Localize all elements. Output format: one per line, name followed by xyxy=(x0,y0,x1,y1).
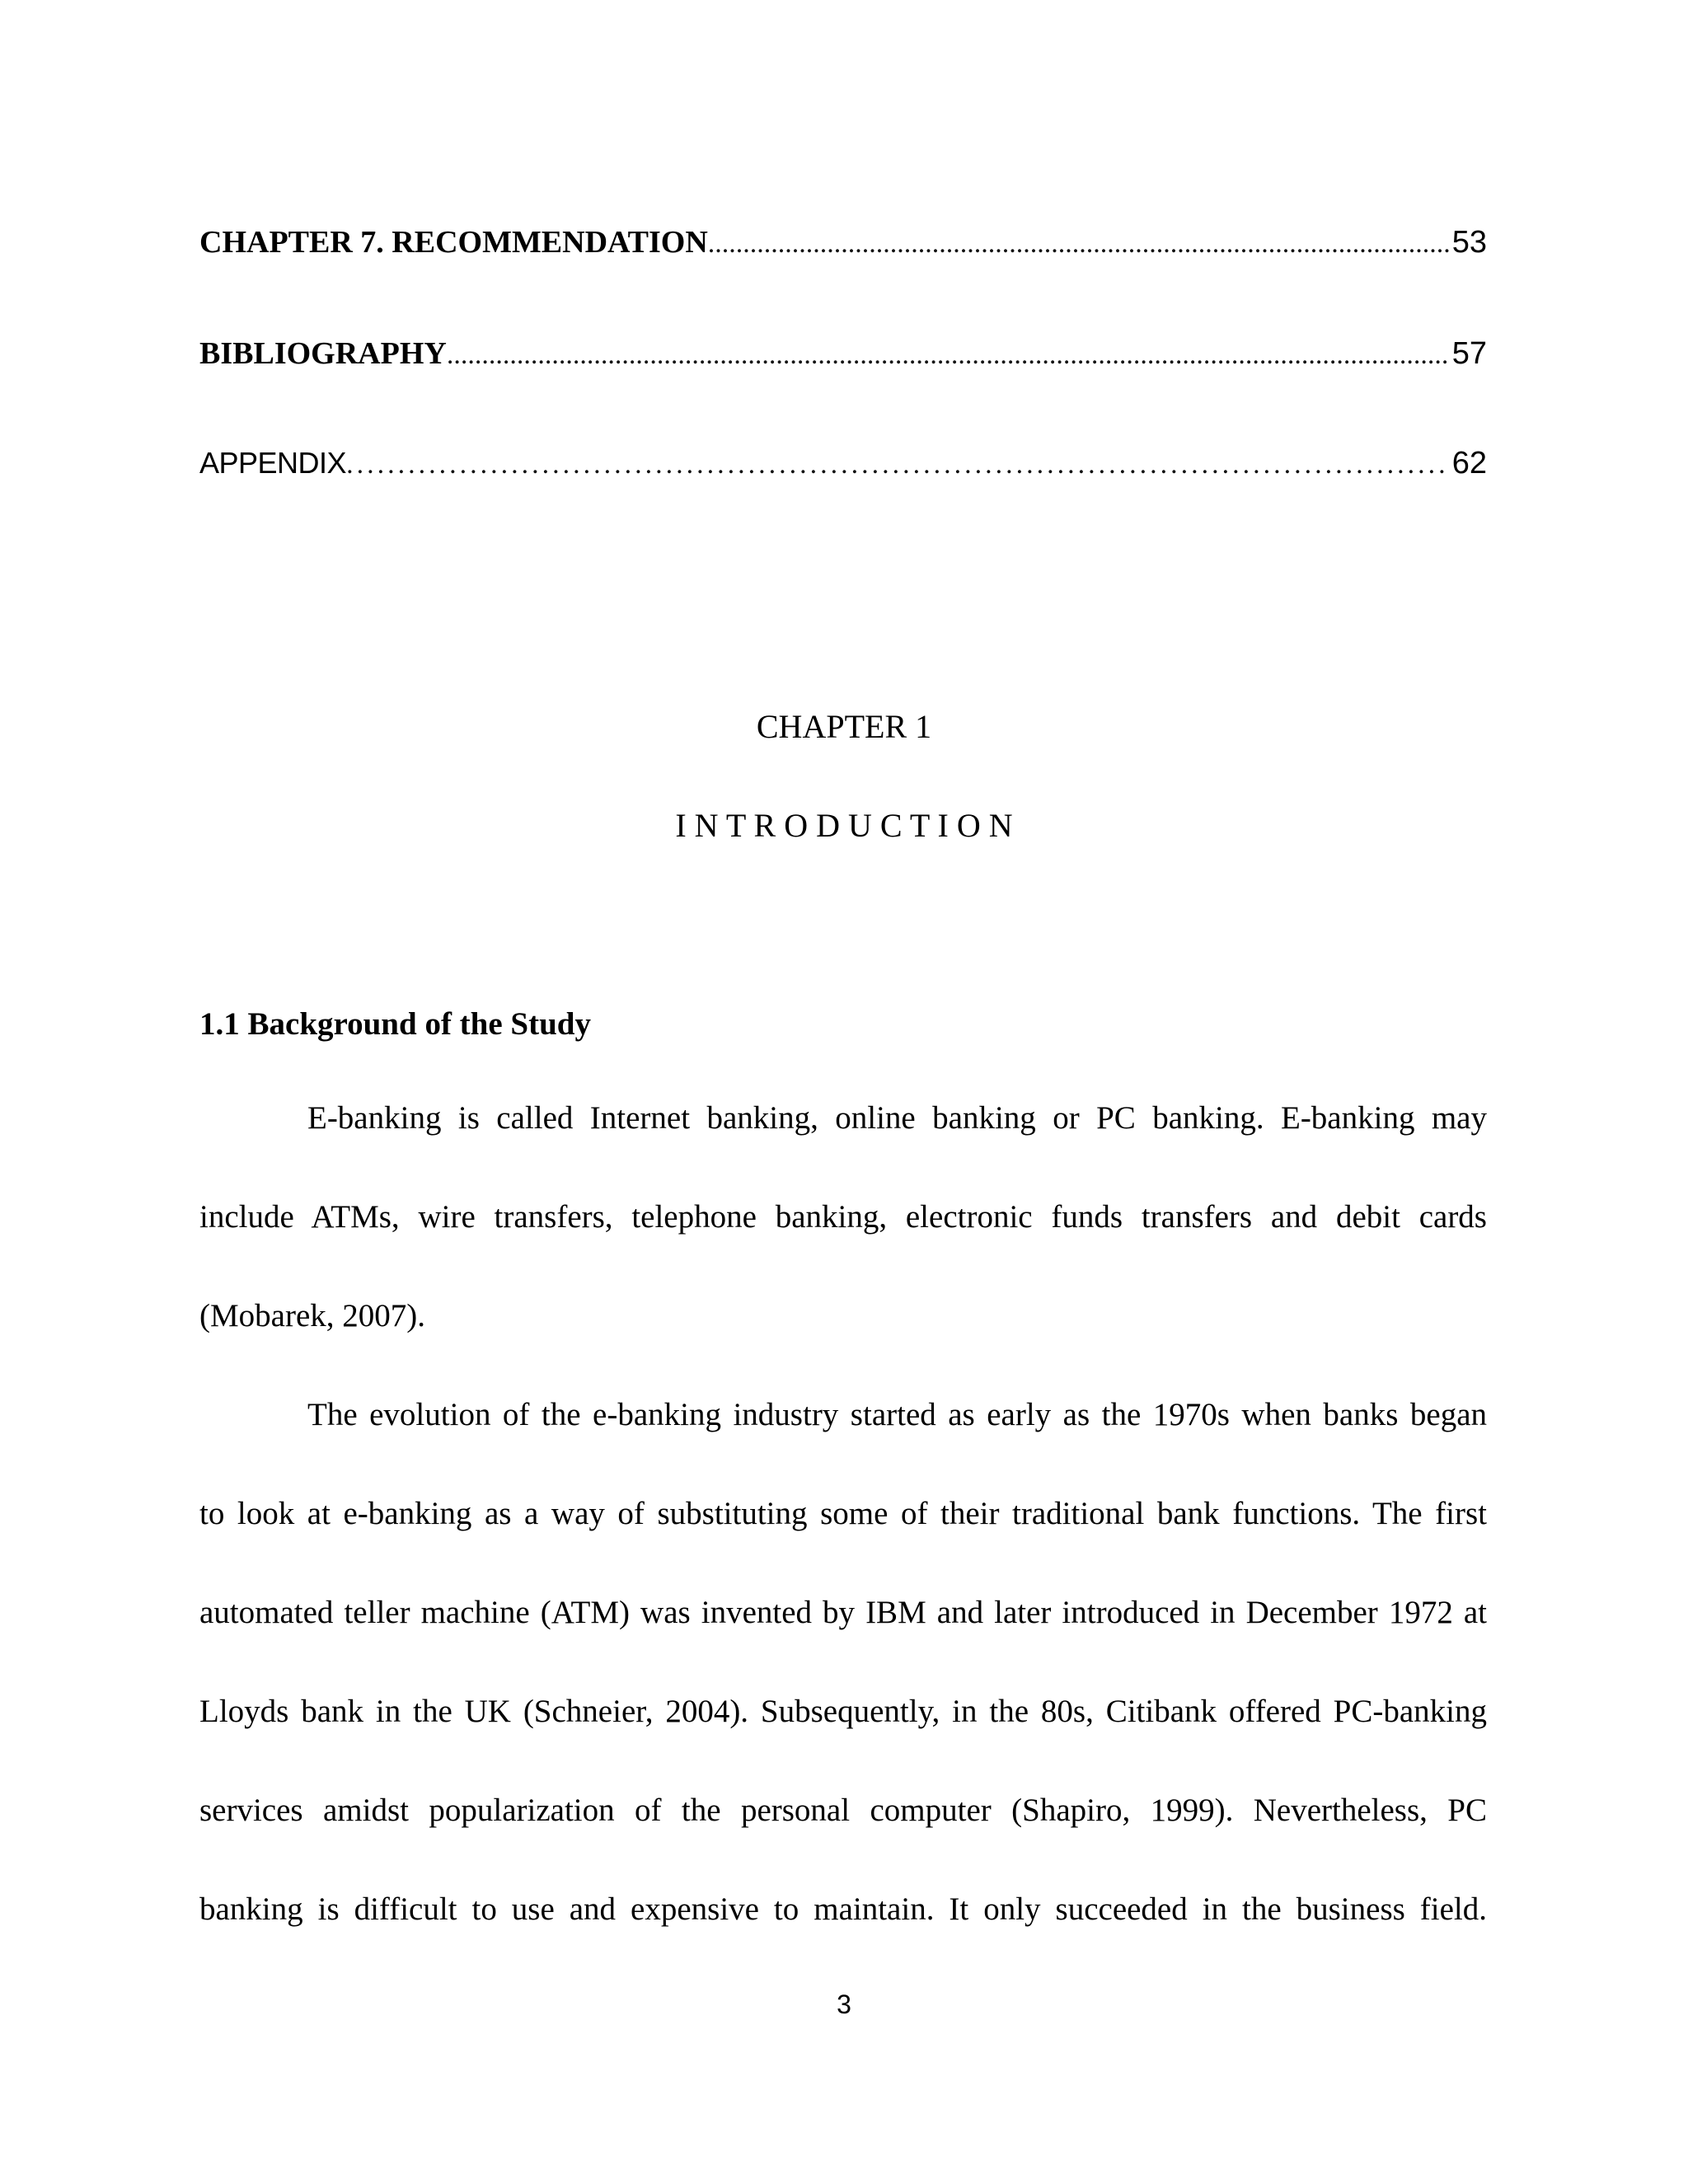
paragraph-line: (Mobarek, 2007). xyxy=(199,1298,426,1333)
chapter-title: I N T R O D U C T I O N xyxy=(675,807,1013,844)
paragraph-line: to look at e-banking as a way of substituting some of their traditional bank functions. The first xyxy=(199,1496,1487,1531)
page-number: 3 xyxy=(837,1990,851,2019)
paragraph-line: E-banking is called Internet banking, online banking or PC banking. E-banking may xyxy=(307,1100,1487,1136)
toc-page-number: 57 xyxy=(1451,336,1487,371)
toc-entry-chapter-7 xyxy=(199,224,1487,274)
chapter-number: CHAPTER 1 xyxy=(756,708,932,745)
toc-leader-dots xyxy=(346,449,1449,480)
toc-label: CHAPTER 7. RECOMMENDATION xyxy=(199,225,708,260)
section-heading: 1.1 Background of the Study xyxy=(199,1006,591,1042)
paragraph-line: services amidst popularization of the personal computer (Shapiro, 1999). Nevertheless, PC xyxy=(199,1793,1487,1828)
toc-label: BIBLIOGRAPHY xyxy=(199,336,447,371)
paragraph-line: automated teller machine (ATM) was invented by IBM and later introduced in December 1972 at xyxy=(199,1595,1487,1630)
paragraph-line: Lloyds bank in the UK (Schneier, 2004). Subsequently, in the 80s, Citibank offered PC-banking xyxy=(199,1694,1487,1729)
toc-page-number: 53 xyxy=(1451,225,1487,260)
paragraph-line: include ATMs, wire transfers, telephone banking, electronic funds transfers and debit cards xyxy=(199,1199,1487,1235)
toc-leader-dots xyxy=(447,340,1449,371)
toc-label: APPENDIX xyxy=(199,446,347,480)
toc-entry-bibliography xyxy=(199,335,1487,385)
toc-page-number: 62 xyxy=(1451,446,1487,480)
paragraph-line: banking is difficult to use and expensive to maintain. It only succeeded in the business field. xyxy=(199,1891,1487,1927)
paragraph-line: The evolution of the e-banking industry started as early as the 1970s when banks began xyxy=(307,1397,1487,1432)
toc-entry-appendix xyxy=(199,446,1487,495)
toc-leader-dots xyxy=(708,228,1449,260)
